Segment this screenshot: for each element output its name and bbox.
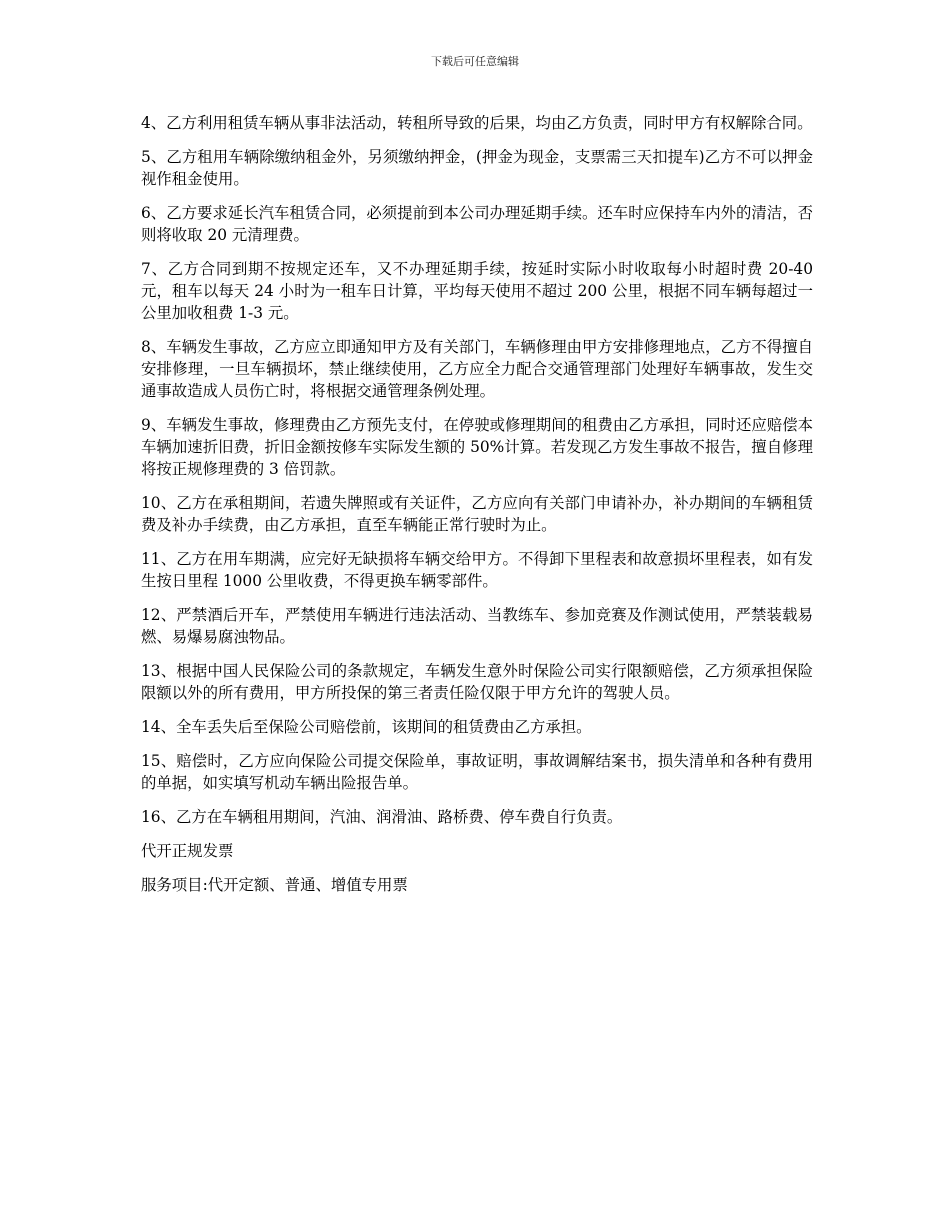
document-body	[141, 112, 813, 908]
invoice-heading: 代开正规发票	[141, 842, 234, 860]
clause-5: 5、乙方租用车辆除缴纳租金外，另须缴纳押金，(押金为现金，支票需三天扣提车)乙方不可以押金视作租金使用。	[141, 148, 813, 188]
clause-12: 12、严禁酒后开车，严禁使用车辆进行违法活动、当教练车、参加竞赛及作测试使用，严禁装载易燃、易爆易腐浊物品。	[141, 606, 813, 646]
clause-6: 6、乙方要求延长汽车租赁合同，必须提前到本公司办理延期手续。还车时应保持车内外的清洁，否则将收取 20 元清理费。	[141, 204, 813, 244]
clause-11: 11、乙方在用车期满，应完好无缺损将车辆交给甲方。不得卸下里程表和故意损坏里程表，如有发生按日里程 1000 公里收费，不得更换车辆零部件。	[141, 550, 813, 590]
clause-9: 9、车辆发生事故，修理费由乙方预先支付，在停驶或修理期间的租费由乙方承担，同时还应赔偿本车辆加速折旧费，折旧金额按修车实际发生额的 50%计算。若发现乙方发生事故不报告，擅自修理将按正规修理费的 3 倍罚款。	[141, 416, 813, 478]
clause-8: 8、车辆发生事故，乙方应立即通知甲方及有关部门，车辆修理由甲方安排修理地点，乙方不得擅自安排修理，一旦车辆损坏，禁止继续使用，乙方应全力配合交通管理部门处理好车辆事故，发生交通事故造成人员伤亡时，将根据交通管理条例处理。	[141, 338, 813, 400]
page-header: 下载后可任意编辑	[431, 55, 519, 68]
clause-4: 4、乙方利用租赁车辆从事非法活动，转租所导致的后果，均由乙方负责，同时甲方有权解除合同。	[141, 114, 813, 132]
clause-14: 14、全车丢失后至保险公司赔偿前，该期间的租赁费由乙方承担。	[141, 718, 592, 736]
clause-10: 10、乙方在承租期间，若遗失牌照或有关证件，乙方应向有关部门申请补办，补办期间的车辆租赁费及补办手续费，由乙方承担，直至车辆能正常行驶时为止。	[141, 494, 813, 534]
service-items: 服务项目:代开定额、普通、增值专用票	[141, 876, 408, 894]
clause-15: 15、赔偿时，乙方应向保险公司提交保险单，事故证明，事故调解结案书，损失清单和各种有费用的单据，如实填写机动车辆出险报告单。	[141, 752, 813, 792]
clause-7: 7、乙方合同到期不按规定还车，又不办理延期手续，按延时实际小时收取每小时超时费 20-40 元，租车以每天 24 小时为一租车日计算，平均每天使用不超过 200 公里，根据不同车辆每超过一公里加收租费 1-3 元。	[141, 260, 813, 322]
clause-16: 16、乙方在车辆租用期间，汽油、润滑油、路桥费、停车费自行负责。	[141, 808, 623, 826]
clause-13: 13、根据中国人民保险公司的条款规定，车辆发生意外时保险公司实行限额赔偿，乙方须承担保险限额以外的所有费用，甲方所投保的第三者责任险仅限于甲方允许的驾驶人员。	[141, 662, 813, 702]
